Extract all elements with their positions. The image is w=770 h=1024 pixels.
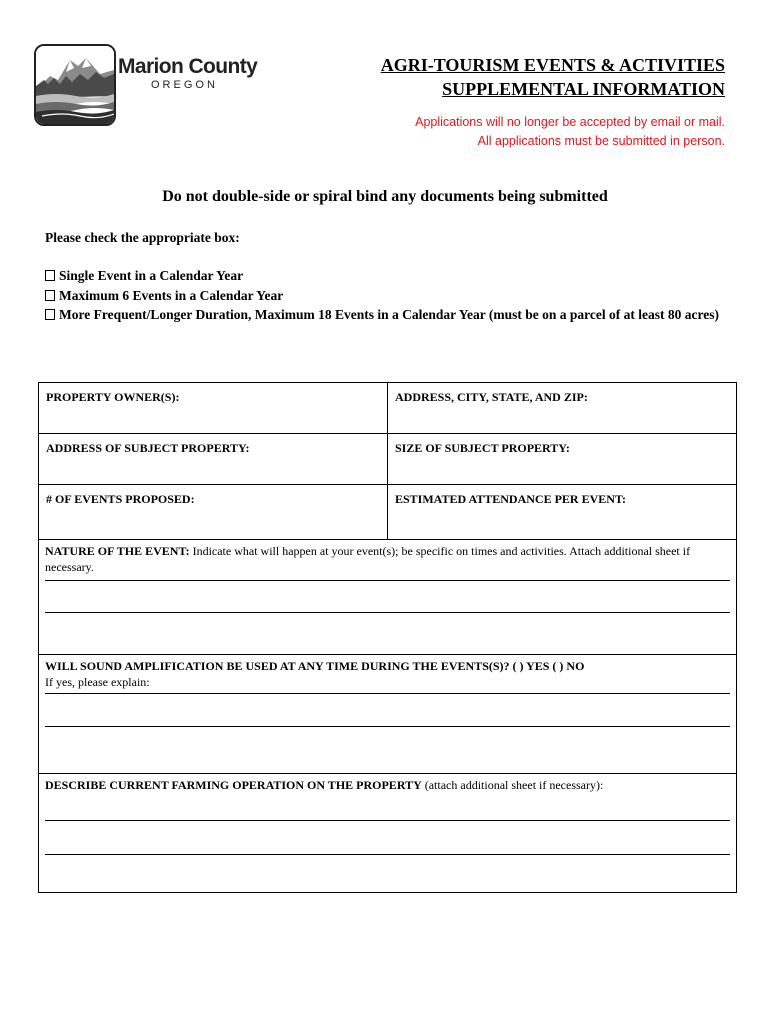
checkbox-max-18-events[interactable] [45, 309, 55, 320]
farming-label: DESCRIBE CURRENT FARMING OPERATION ON THE PROPERTY [45, 778, 422, 792]
nature-answer-line-2[interactable] [45, 612, 730, 613]
option-max-6-events [45, 286, 735, 306]
farming-answer-line-2[interactable] [45, 854, 730, 855]
field-label: # OF EVENTS PROPOSED: [46, 492, 195, 506]
sound-explain-label: If yes, please explain: [45, 675, 150, 689]
option-label: More Frequent/Longer Duration, Maximum 18 Events in a Calendar Year (must be on a parcel of at least 80 acres) [59, 307, 719, 322]
notice-line-2: All applications must be submitted in person. [477, 134, 725, 148]
notice-line-1: Applications will no longer be accepted by email or mail. [415, 115, 725, 129]
checkbox-single-event[interactable] [45, 270, 55, 281]
field-label: ESTIMATED ATTENDANCE PER EVENT: [395, 492, 627, 506]
checkbox-max-6-events[interactable] [45, 290, 55, 301]
farming-operation-section [39, 774, 737, 893]
field-label: PROPERTY OWNER(S): [46, 390, 180, 404]
nature-answer-line-1[interactable] [45, 580, 730, 581]
logo-state: OREGON [151, 79, 218, 91]
option-label: Maximum 6 Events in a Calendar Year [59, 287, 284, 303]
field-label: ADDRESS, CITY, STATE, AND ZIP: [395, 390, 588, 404]
option-single-event [45, 266, 735, 286]
submission-notice [415, 113, 725, 151]
form-title [381, 53, 725, 101]
logo-text [118, 56, 257, 92]
subject-size-field[interactable] [388, 434, 737, 485]
mountain-river-icon [36, 46, 114, 124]
title-line-2: SUPPLEMENTAL INFORMATION [442, 79, 725, 99]
sound-answer-line-2[interactable] [45, 726, 730, 727]
subject-address-field[interactable] [39, 434, 388, 485]
event-frequency-options [45, 266, 735, 325]
nature-of-event-section [39, 540, 737, 655]
sound-answer-line-1[interactable] [45, 693, 730, 694]
property-owner-field[interactable] [39, 383, 388, 434]
application-form-table [38, 382, 737, 893]
county-logo [34, 44, 116, 126]
option-max-18-events [45, 305, 735, 325]
farming-description: (attach additional sheet if necessary): [424, 778, 604, 792]
logo-name: Marion County [118, 55, 258, 78]
option-label: Single Event in a Calendar Year [59, 268, 244, 283]
nature-description: Indicate what will happen at your event(s); be specific on times and activities. Attach additional sheet if necessary. [45, 544, 691, 574]
binding-warning: Do not double-side or spiral bind any documents being submitted [162, 188, 608, 205]
sound-question: WILL SOUND AMPLIFICATION BE USED AT ANY TIME DURING THE EVENTS(S)? ( ) YES ( ) NO [45, 659, 585, 673]
sound-amplification-section [39, 655, 737, 774]
events-proposed-field[interactable] [39, 485, 388, 540]
check-box-instructions: Please check the appropriate box: [45, 230, 240, 245]
field-label: ADDRESS OF SUBJECT PROPERTY: [46, 441, 250, 455]
owner-address-field[interactable] [388, 383, 737, 434]
farming-answer-line-1[interactable] [45, 820, 730, 821]
title-line-1: AGRI-TOURISM EVENTS & ACTIVITIES [380, 55, 725, 75]
nature-label: NATURE OF THE EVENT: [45, 544, 190, 558]
attendance-field[interactable] [388, 485, 737, 540]
field-label: SIZE OF SUBJECT PROPERTY: [395, 441, 570, 455]
